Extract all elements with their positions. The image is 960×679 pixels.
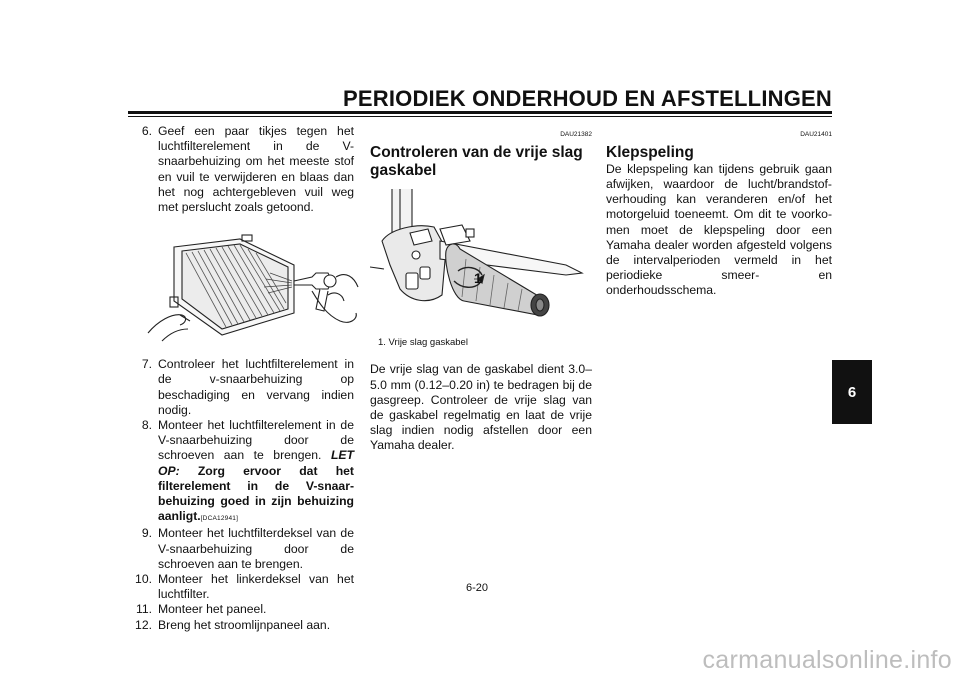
section-heading: Klepspeling xyxy=(606,144,694,162)
header-rule xyxy=(128,111,832,114)
step-12 xyxy=(124,618,354,633)
figure-caption: 1. Vrije slag gaskabel xyxy=(378,337,468,349)
step-text: Monteer het linkerdeksel van het luchtfilter. xyxy=(158,572,354,602)
step-number: 7. xyxy=(141,357,152,372)
step-text: Monteer het luchtfilterelement in de V-snaarbehuizing door de schroeven aan te brengen. xyxy=(158,418,354,463)
step-text: Breng het stroomlijnpaneel aan. xyxy=(158,617,331,632)
warning-lead: LET OP: xyxy=(158,448,354,478)
chapter-tab: 6 xyxy=(832,360,872,424)
section-paragraph: De klepspeling kan tijdens gebruik gaan afwijken, waardoor de lucht/brandstof-verhouding kan veranderen en/of het motorgeluid toeneemt. Om dit te voorkomen moet de klepspeling door een Yamaha dealer worden afgesteld volgens de intervalperioden vermeld in het periodieke smeer- en onderhoudsschema. xyxy=(606,161,832,298)
right-column xyxy=(606,124,832,299)
step-number: 9. xyxy=(141,526,152,541)
step-number: 10. xyxy=(135,572,152,587)
section-code: DAU21401 xyxy=(800,131,832,138)
step-number: 8. xyxy=(141,418,152,433)
header-rule-thin xyxy=(128,116,832,117)
step-9 xyxy=(124,526,354,572)
page-header-title: PERIODIEK ONDERHOUD EN AFSTELLINGEN xyxy=(343,86,832,111)
step-number: 6. xyxy=(141,124,152,138)
step-7 xyxy=(124,357,354,418)
air-filter-illustration xyxy=(144,229,364,349)
page-number: 6-20 xyxy=(466,582,489,594)
step-10 xyxy=(124,572,354,602)
step-6 xyxy=(124,124,354,215)
step-number: 11. xyxy=(135,602,152,617)
throttle-grip-illustration xyxy=(370,189,592,327)
throttle-figure xyxy=(370,189,592,327)
step-11 xyxy=(124,602,354,617)
step-8 xyxy=(124,418,354,526)
section-paragraph: De vrije slag van de gaskabel dient 3.0–5.0 mm (0.12–0.20 in) te bedragen bij de gasgreep. Controleer de vrije slag van de gaskabel regelmatig en laat de vrije slag indien nodig afstellen door een Yamaha dealer. xyxy=(370,362,592,453)
callout-1: 1 xyxy=(474,270,482,287)
warning-text: Zorg ervoor dat het filterelement in de V-snaarbehuizing goed in zijn behuizing aanligt. xyxy=(158,463,354,524)
left-column xyxy=(124,124,354,633)
step-text: Geef een paar tikjes tegen het luchtfilterelement in de V-snaarbehuizing om het meeste stof en vuil te verwijderen en blaas dan het nog achtergebleven vuil weg met perslucht zoals getoond. xyxy=(158,124,354,215)
air-filter-figure xyxy=(144,229,364,349)
watermark: carmanualsonline.info xyxy=(702,646,952,674)
step-text: Monteer het paneel. xyxy=(158,602,267,617)
step-text-block xyxy=(158,418,354,526)
warning-code: [DCA12941] xyxy=(200,515,239,523)
middle-column xyxy=(370,124,592,454)
step-text: Controleer het luchtfilterelement in de v-snaarbehuizing op beschadiging en vervang indien nodig. xyxy=(158,357,354,417)
section-heading: Controleren van de vrije slag gaskabel xyxy=(370,144,583,179)
step-text: Monteer het luchtfilterdeksel van de V-snaarbehuizing door de schroeven aan te brengen. xyxy=(158,526,354,571)
section-code: DAU21382 xyxy=(560,131,592,138)
step-number: 12. xyxy=(135,617,152,632)
